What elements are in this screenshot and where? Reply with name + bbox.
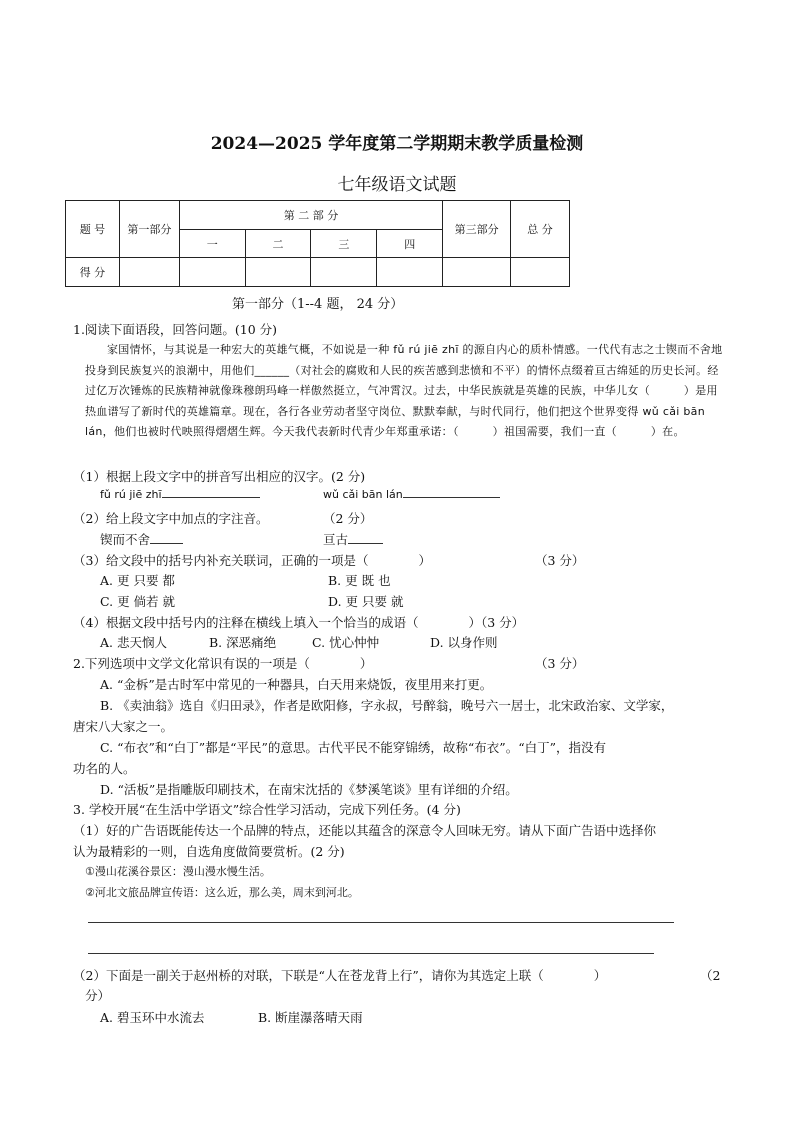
q1-sub3-option-a[interactable]: A. 更 只要 都 (100, 573, 175, 588)
exam-subtitle: 七年级语文试题 (337, 175, 457, 195)
q1-pinyin1-row (100, 488, 260, 501)
q1-sub4-option-a[interactable]: A. 悲天悯人 (100, 635, 167, 650)
score-table-total: 总 分 (511, 201, 570, 258)
q1-pinyin2: wǔ cǎi bān lán (323, 488, 403, 501)
q1-sub2-text: （2）给上段文字中加点的字注音。 (73, 511, 269, 526)
q2-option-c-cont: 功名的人。 (73, 761, 136, 776)
score-table-part1: 第一部分 (119, 201, 179, 258)
score-table-part2-sub-2: 二 (245, 230, 311, 258)
q2-option-a[interactable]: A. “金柝”是古时军中常见的一种器具，白天用来烧饭，夜里用来打更。 (100, 677, 493, 692)
score-cell[interactable] (179, 258, 245, 287)
q1-passage-text: 家国情怀，与其说是一种宏大的英雄气概，不如说是一种 fǔ rú jiē zhī 的源自内心的质朴情感。一代代有志之士锲而不舍地投身到民族复兴的浪潮中，用他们______（对社会的腐败和人民的疾苦感到悲愤和不平）的情怀点缀着亘古绵延的历史长河。经过亿万次锤炼的民族精神就像珠穆朗玛峰一样傲然挺立，气冲霄汉。过去，中华民族就是英雄的民族，中华儿女（ ）是用热血谱写了新时代的英雄篇章。现在，各行各业劳动者坚守岗位、默默奉献，与时代同行，他们把这个世界变得 wǔ cǎi bān lán，他们也被时代映照得熠熠生辉。今天我代表新时代青少年郑重承诺：（ ）祖国需要，我们一直（ ）在。 (85, 343, 723, 438)
q3-sub2-line2: 分） (85, 988, 111, 1003)
q1-sub4-option-c[interactable]: C. 忧心忡忡 (312, 635, 380, 650)
q3-sub1-line2: 认为最精彩的一则，自选角度做简要赏析。(2 分) (73, 844, 345, 859)
section1-heading: 第一部分（1--4 题， 24 分） (232, 297, 404, 312)
q1-sub4-option-b[interactable]: B. 深恶痛绝 (209, 635, 277, 650)
q3-ad2: ②河北文旅品牌宣传语：这么近，那么美，周末到河北。 (85, 886, 359, 899)
q3-sub2-option-a[interactable]: A. 碧玉环中水流去 (100, 1010, 205, 1025)
q1-sub3-option-c[interactable]: C. 更 倘若 就 (100, 594, 176, 609)
q1-pinyin1-answer[interactable] (162, 497, 260, 498)
q1-sub2 (73, 509, 268, 527)
q2-option-b[interactable]: B. 《卖油翁》选自《归田录》，作者是欧阳修，字永叔，号醉翁，晚号六一居士，北宋政治家、文学家， (100, 698, 674, 713)
q3-ad1: ①漫山花溪谷景区：漫山漫水慢生活。 (85, 865, 271, 878)
q3-sub2-option-b[interactable]: B. 断崖瀑落晴天雨 (258, 1010, 363, 1025)
q3-stem: 3. 学校开展“在生活中学语文”综合性学习活动，完成下列任务。(4 分) (73, 802, 461, 817)
q1-pinyin1: fǔ rú jiē zhī (100, 488, 162, 501)
q1-sub4-option-d[interactable]: D. 以身作则 (430, 635, 498, 650)
score-cell[interactable] (119, 258, 179, 287)
q3-answer-line-1[interactable] (88, 922, 674, 923)
q2-option-c[interactable]: C. “布衣”和“白丁”都是“平民”的意思。古代平民不能穿锦绣，故称“布衣”。“白丁”，指没有 (100, 740, 606, 755)
q2-score: （3 分） (535, 656, 585, 671)
score-table-part2: 第 二 部 分 (179, 201, 442, 230)
q3-sub1-line1: （1）好的广告语既能传达一个品牌的特点，还能以其蕴含的深意令人回味无穷。请从下面广告语中选择你 (73, 823, 656, 838)
q2-option-b-cont: 唐宋八大家之一。 (73, 719, 174, 734)
score-table-row-label: 得 分 (66, 258, 120, 287)
q3-sub2-score: （2 (700, 968, 721, 983)
q1-sub3-option-b[interactable]: B. 更 既 也 (328, 573, 391, 588)
exam-title: 2024—2025 学年度第二学期期末教学质量检测 (210, 134, 584, 154)
score-cell[interactable] (377, 258, 443, 287)
q1-word2-answer[interactable] (348, 543, 383, 544)
score-table-part2-sub-3: 三 (311, 230, 377, 258)
q1-word1-answer[interactable] (150, 543, 183, 544)
score-table-col-label: 题 号 (66, 201, 120, 258)
q1-stem: 1.阅读下面语段，回答问题。(10 分) (73, 322, 278, 337)
q1-word1: 锲而不舍 (100, 532, 151, 547)
q1-sub2-score: （2 分） (323, 511, 373, 526)
q1-pinyin2-row (323, 488, 500, 501)
score-cell[interactable] (511, 258, 570, 287)
q3-sub2-line1: （2）下面是一副关于赵州桥的对联，下联是“人在苍龙背上行”，请你为其选定上联（ ） (73, 968, 607, 983)
q1-word2-row (323, 530, 383, 548)
q1-word2: 亘古 (323, 532, 349, 547)
q1-pinyin2-answer[interactable] (403, 497, 500, 498)
q2-stem: 2.下列选项中文学文化常识有误的一项是（ ） (73, 656, 373, 671)
q2-option-d[interactable]: D. “活板”是指雕版印刷技术，在南宋沈括的《梦溪笔谈》里有详细的介绍。 (100, 782, 518, 797)
q1-sub3: （3）给文段中的括号内补充关联词，正确的一项是（ ） (73, 553, 431, 568)
score-table-part3: 第三部分 (443, 201, 511, 258)
score-cell[interactable] (245, 258, 311, 287)
score-cell[interactable] (311, 258, 377, 287)
score-table-part2-sub-4: 四 (377, 230, 443, 258)
q3-answer-line-2[interactable] (88, 953, 654, 954)
score-cell[interactable] (443, 258, 511, 287)
q1-sub3-option-d[interactable]: D. 更 只要 就 (328, 594, 404, 609)
score-table-part2-sub-1: 一 (179, 230, 245, 258)
q1-sub4: （4）根据文段中括号内的注释在横线上填入一个恰当的成语（ ）（3 分） (73, 615, 525, 630)
q1-sub3-score: （3 分） (535, 553, 585, 568)
q1-passage (85, 340, 723, 443)
q1-sub1: （1）根据上段文字中的拼音写出相应的汉字。(2 分) (73, 469, 366, 484)
score-table (65, 200, 570, 287)
q1-word1-row (100, 530, 183, 548)
